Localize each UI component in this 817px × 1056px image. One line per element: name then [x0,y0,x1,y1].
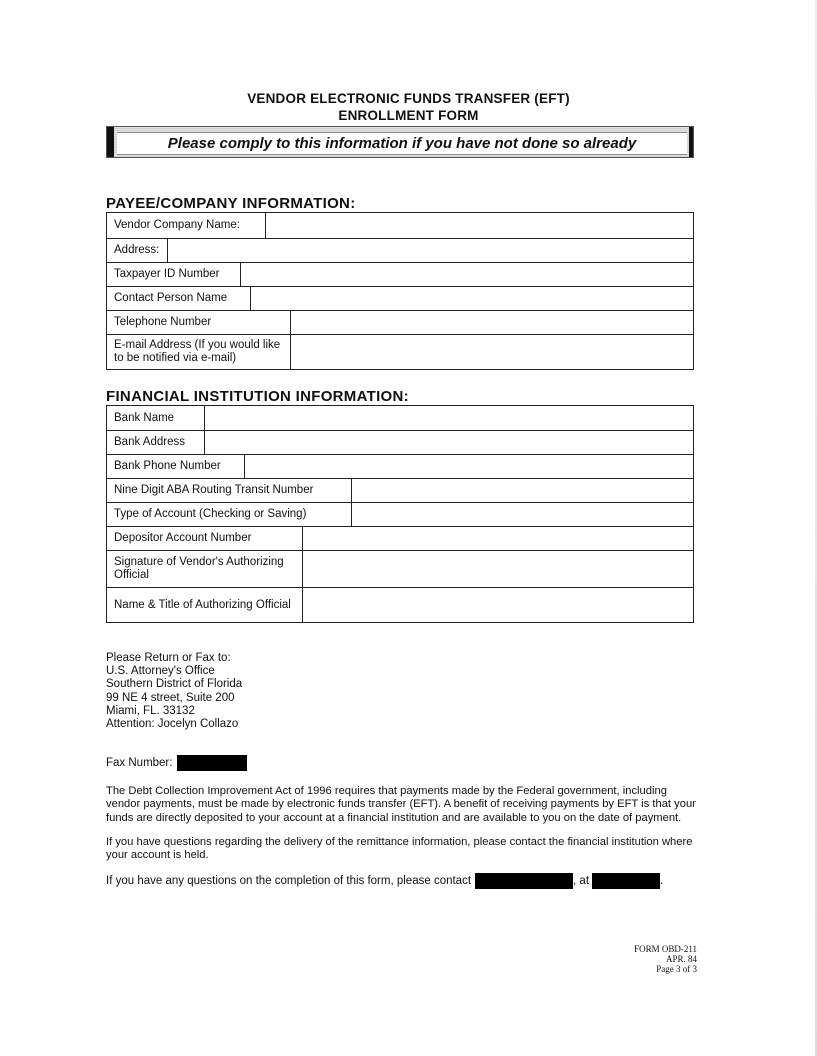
fin-row-signature [107,550,693,587]
fin-label-account-number: Depositor Account Number [107,527,303,550]
fin-row-account-number [107,526,693,550]
contact-line [106,873,663,889]
fin-label-signature: Signature of Vendor's Authorizing Official [107,551,303,587]
financial-table [106,405,694,623]
payee-table [106,212,694,370]
payee-label-taxpayer-id: Taxpayer ID Number [107,263,241,286]
signature-field[interactable] [303,551,693,587]
page-number: Page 3 of 3 [656,964,697,974]
form-title-line2: ENROLLMENT FORM [338,108,479,123]
account-type-field[interactable] [352,503,693,526]
payee-row-telephone [107,310,693,334]
vendor-name-field[interactable] [266,213,693,238]
payee-row-email [107,334,693,369]
payee-section-heading: PAYEE/COMPANY INFORMATION: [106,195,356,212]
fin-label-name-title: Name & Title of Authorizing Official [107,588,303,622]
financial-section-heading: FINANCIAL INSTITUTION INFORMATION: [106,388,409,405]
payee-row-taxpayer-id [107,262,693,286]
return-line-office: U.S. Attorney's Office [106,665,215,678]
fin-row-bank-phone [107,454,693,478]
payee-label-address: Address: [107,239,168,262]
form-number: FORM OBD-211 [634,944,697,954]
email-field[interactable] [291,335,693,369]
fin-label-routing-number: Nine Digit ABA Routing Transit Number [107,479,352,502]
name-title-field[interactable] [303,588,693,622]
remittance-paragraph: If you have questions regarding the delivery of the remittance information, please contact the financial institution where your account is held. [106,836,693,862]
address-field[interactable] [168,239,693,262]
account-number-field[interactable] [303,527,693,550]
banner-text: Please comply to this information if you have not done so already [117,132,687,155]
instruction-banner [106,126,694,158]
contact-name-redaction [475,873,573,889]
contact-person-field[interactable] [251,287,693,310]
fin-row-bank-address [107,430,693,454]
fax-redaction [177,755,247,771]
form-date: APR. 84 [665,954,697,964]
fin-row-name-title [107,587,693,622]
routing-number-field[interactable] [352,479,693,502]
payee-row-vendor-name [107,213,693,238]
fin-label-account-type: Type of Account (Checking or Saving) [107,503,352,526]
contact-text-before: If you have any questions on the completion of this form, please contact [106,875,472,887]
payee-row-contact-person [107,286,693,310]
form-title-line1: VENDOR ELECTRONIC FUNDS TRANSFER (EFT) [247,91,570,106]
return-line-instruction: Please Return or Fax to: [106,652,231,664]
fin-row-account-type [107,502,693,526]
telephone-field[interactable] [291,311,693,334]
banner-right-bar [689,127,693,157]
fax-line [106,755,247,771]
eft-act-paragraph: The Debt Collection Improvement Act of 1996 requires that payments made by the Federal government, including vendor payments, must be made by electronic funds transfer (EFT). A benefit of receiving payments by EFT is that your funds are directly deposited to your account at a financial institution and are available to you on the date of payment. [106,785,696,824]
bank-phone-field[interactable] [245,455,693,478]
fin-label-bank-address: Bank Address [107,431,205,454]
payee-label-contact-person: Contact Person Name [107,287,251,310]
return-line-street: 99 NE 4 street, Suite 200 [106,691,235,704]
banner-left-bar [107,127,114,157]
contact-text-middle: , at [573,875,590,887]
bank-name-field[interactable] [205,406,693,430]
contact-phone-redaction [592,873,660,889]
return-line-attention: Attention: Jocelyn Collazo [106,718,239,731]
taxpayer-id-field[interactable] [241,263,693,286]
fin-label-bank-name: Bank Name [107,406,205,430]
fin-row-bank-name [107,406,693,430]
fin-label-bank-phone: Bank Phone Number [107,455,245,478]
return-line-city: Miami, FL. 33132 [106,704,195,717]
return-line-district: Southern District of Florida [106,678,243,691]
form-number-block [634,944,697,974]
payee-label-vendor-name: Vendor Company Name: [107,213,266,238]
fax-label: Fax Number: [106,757,173,769]
contact-text-end: . [660,875,664,887]
fin-row-routing-number [107,478,693,502]
payee-label-telephone: Telephone Number [107,311,291,334]
return-address-block [106,652,242,731]
bank-address-field[interactable] [205,431,693,454]
payee-row-address [107,238,693,262]
payee-label-email: E-mail Address (If you would like to be notified via e-mail) [107,335,291,369]
